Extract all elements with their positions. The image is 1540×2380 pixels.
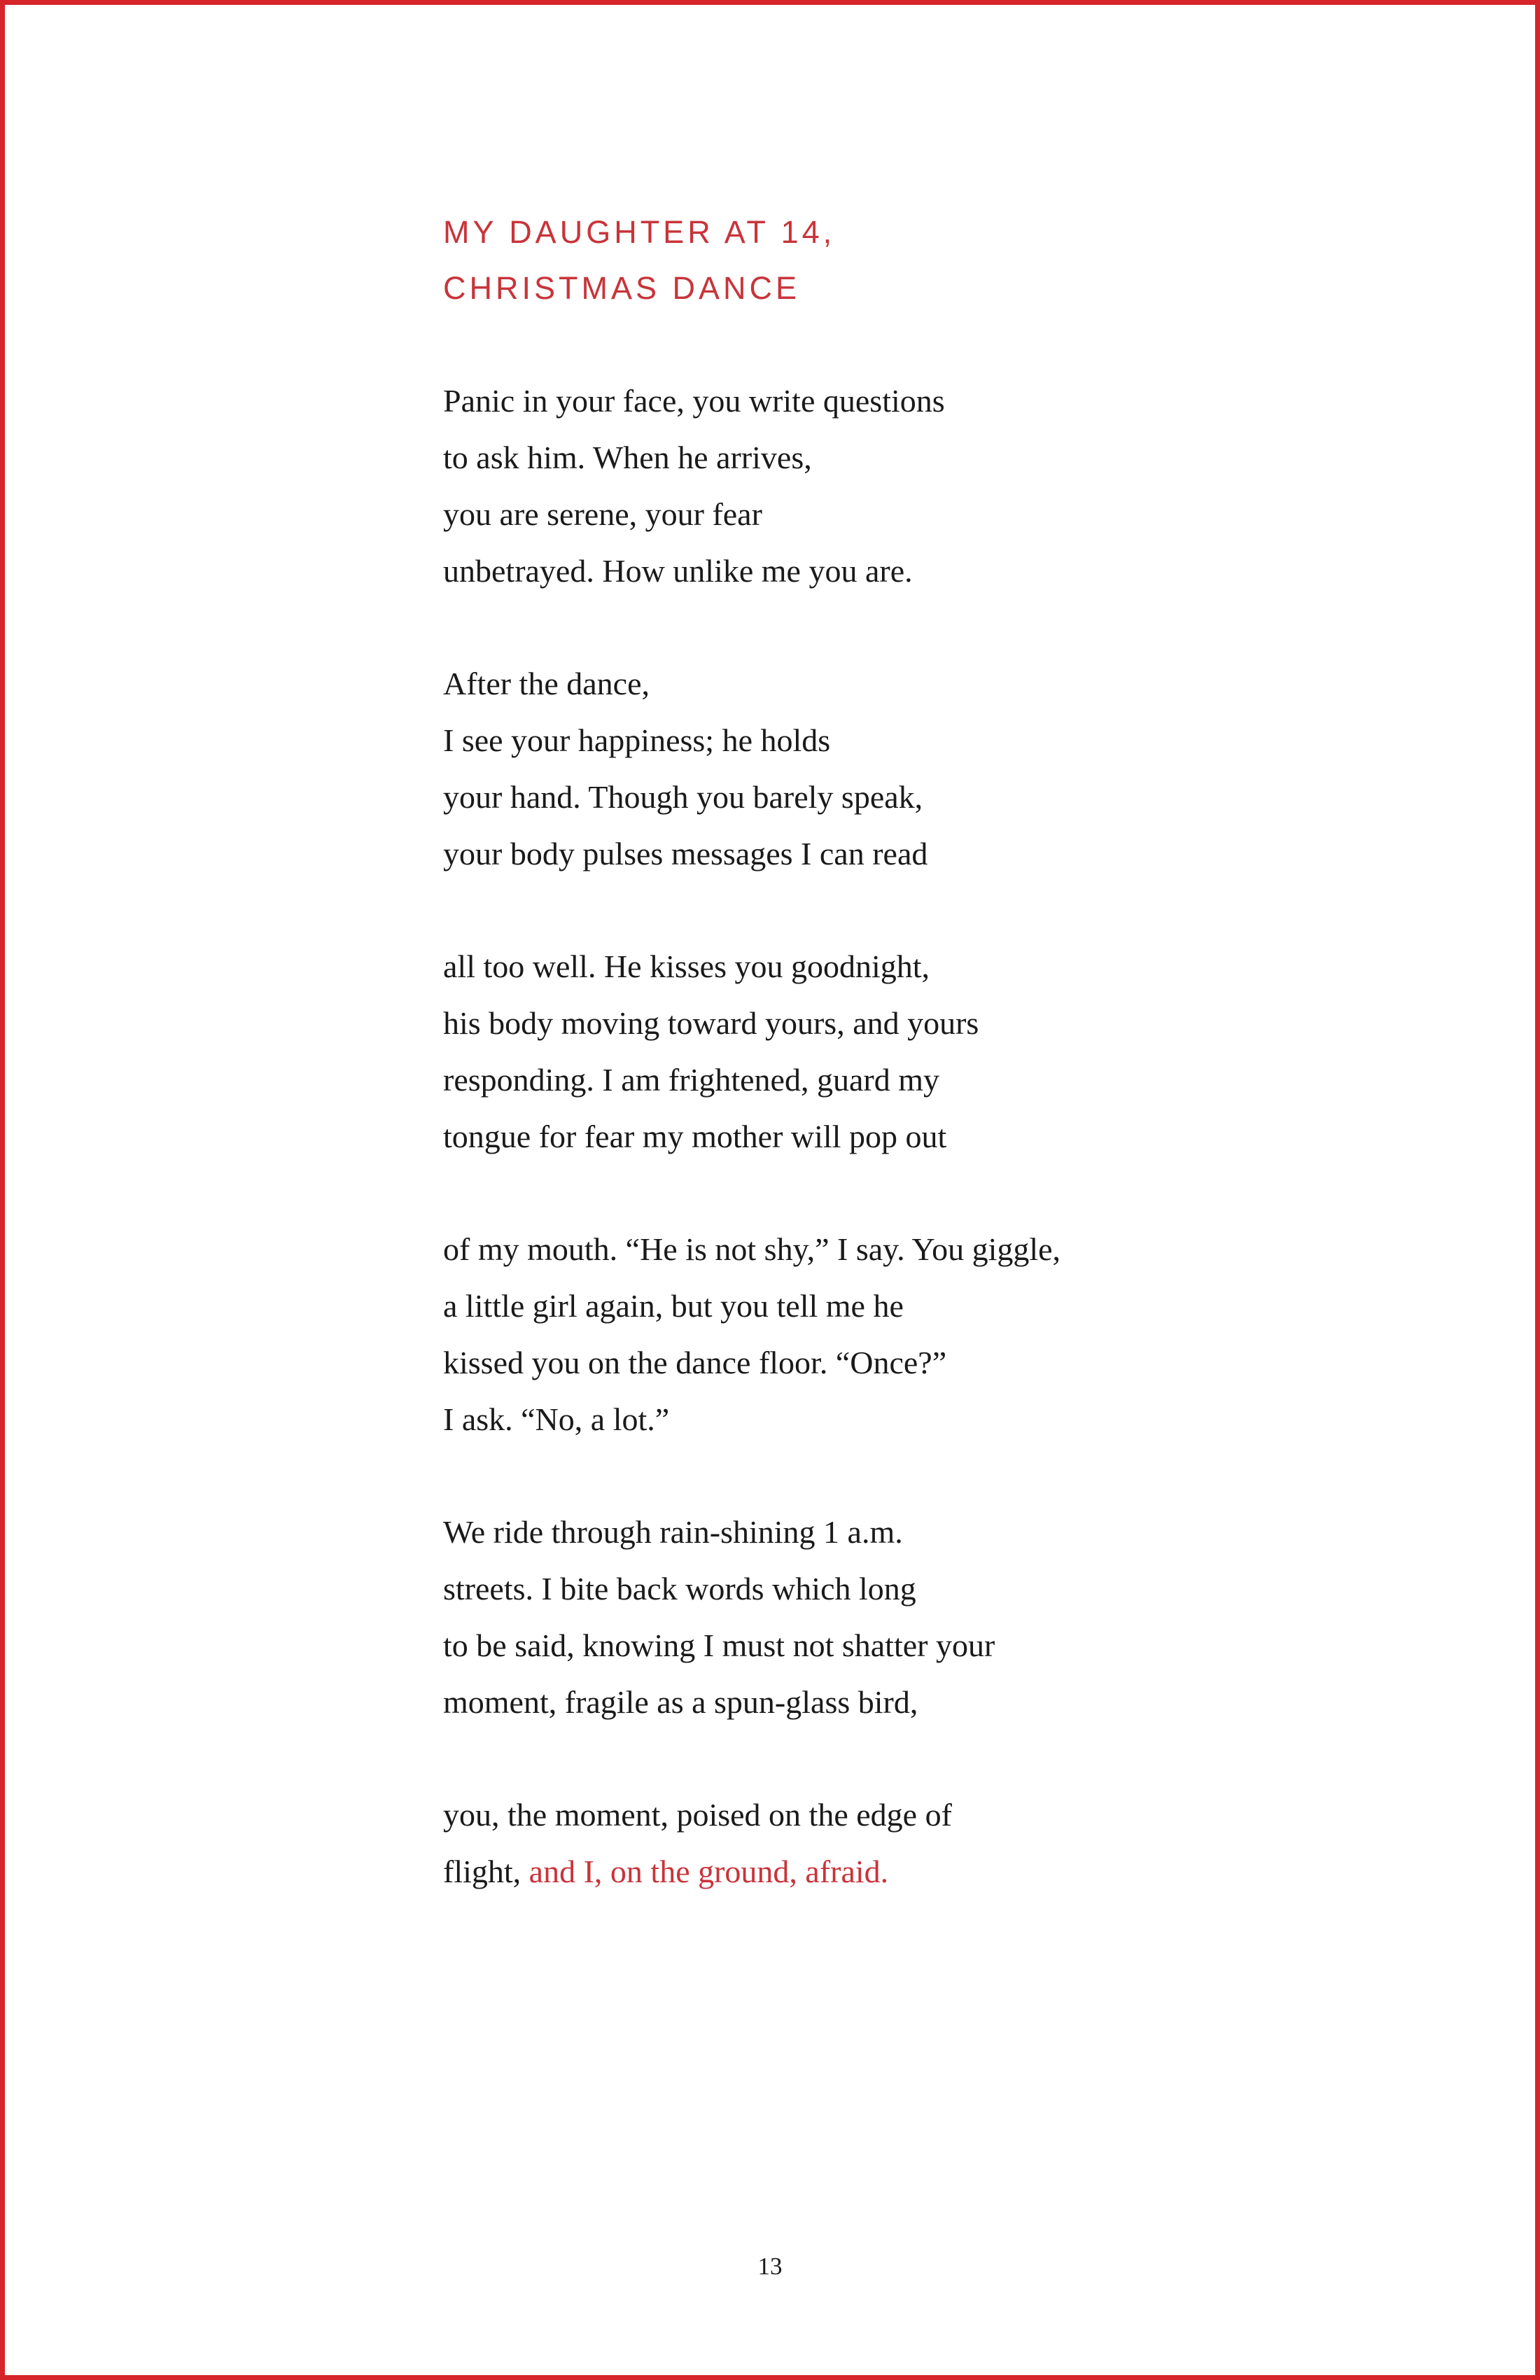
poem-line: your body pulses messages I can read <box>443 836 928 872</box>
stanza-4 <box>443 1221 1213 1448</box>
final-line-accent: and I, on the ground, afraid. <box>528 1854 889 1889</box>
poem-body <box>443 372 1213 1956</box>
poem-final-line <box>443 1843 1213 1900</box>
poem-title <box>443 204 835 316</box>
poem-line: After the dance, <box>443 666 650 701</box>
poem-line: his body moving toward yours, and yours <box>443 1005 979 1041</box>
poem-line: to be said, knowing I must not shatter your <box>443 1628 995 1663</box>
poem-line: I see your happiness; he holds <box>443 722 831 758</box>
final-line-plain: flight, <box>443 1854 529 1889</box>
poem-line: you, the moment, poised on the edge of <box>443 1797 952 1833</box>
poem-line: streets. I bite back words which long <box>443 1571 916 1606</box>
poem-line: all too well. He kisses you goodnight, <box>443 948 930 984</box>
poem-line: Panic in your face, you write questions <box>443 383 945 419</box>
poem-line: kissed you on the dance floor. “Once?” <box>443 1345 947 1380</box>
poem-line: moment, fragile as a spun-glass bird, <box>443 1684 918 1720</box>
poem-line: you are serene, your fear <box>443 496 762 532</box>
poem-line: your hand. Though you barely speak, <box>443 779 923 815</box>
stanza-2 <box>443 655 1213 882</box>
poem-line: I ask. “No, a lot.” <box>443 1401 670 1437</box>
poem-line: of my mouth. “He is not shy,” I say. You giggle, <box>443 1231 1061 1267</box>
stanza-6 <box>443 1786 1213 1900</box>
poem-title-line-1: MY DAUGHTER AT 14, <box>443 214 836 250</box>
poem-title-line-2: CHRISTMAS DANCE <box>443 270 801 306</box>
poem-line: unbetrayed. How unlike me you are. <box>443 553 913 589</box>
stanza-5 <box>443 1504 1213 1730</box>
stanza-3 <box>443 938 1213 1165</box>
stanza-1 <box>443 372 1213 599</box>
page-number: 13 <box>757 2253 783 2280</box>
poem-line: responding. I am frightened, guard my <box>443 1062 939 1098</box>
poem-line: a little girl again, but you tell me he <box>443 1288 904 1324</box>
poem-line: tongue for fear my mother will pop out <box>443 1119 947 1154</box>
poem-line: to ask him. When he arrives, <box>443 440 812 475</box>
poem-line: We ride through rain-shining 1 a.m. <box>443 1514 903 1550</box>
